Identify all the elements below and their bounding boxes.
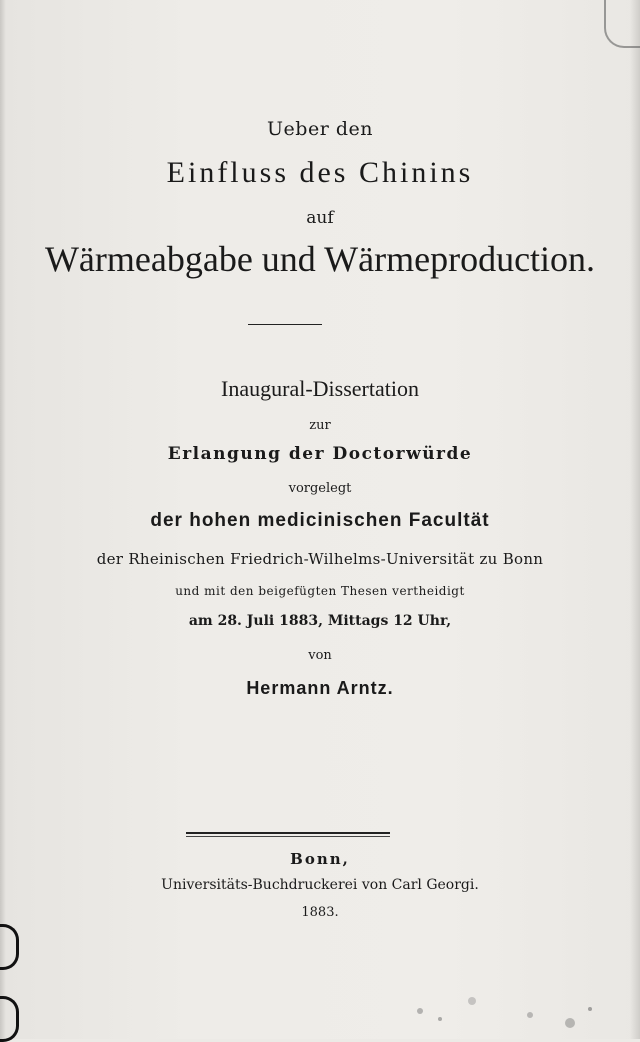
- margin-mark-lower: [0, 996, 19, 1042]
- doc-submitted: vorgelegt: [288, 481, 352, 496]
- page-stains: [380, 979, 620, 1039]
- doc-faculty: der hohen medicinischen Facultät: [150, 510, 490, 531]
- doc-university: der Rheinischen Friedrich-Wilhelms-Universität zu Bonn: [96, 550, 544, 568]
- title-topic: Wärmeabgabe und Wärmeproduction.: [44, 239, 596, 279]
- imprint-divider-thin: [186, 836, 390, 837]
- doc-zur: zur: [309, 418, 331, 433]
- imprint-year: 1883.: [301, 905, 339, 920]
- doc-date: am 28. Juli 1883, Mittags 12 Uhr,: [188, 613, 452, 629]
- doc-type: Inaugural-Dissertation: [221, 376, 419, 401]
- title-subject: Einfluss des Chinins: [166, 156, 474, 189]
- doc-purpose: Erlangung der Doctorwürde: [167, 444, 473, 464]
- author-name: Hermann Arntz.: [246, 678, 394, 698]
- doc-von: von: [308, 648, 332, 663]
- title-divider: [248, 324, 322, 325]
- title-intro: Ueber den: [267, 118, 373, 140]
- title-connector: auf: [306, 208, 334, 228]
- margin-mark-upper: [0, 924, 19, 970]
- corner-stain: [604, 0, 640, 48]
- imprint-printer: Universitäts-Buchdruckerei von Carl Georgi.: [161, 877, 479, 893]
- imprint-city: Bonn,: [290, 850, 350, 868]
- imprint-divider: [186, 832, 390, 834]
- doc-defense: und mit den beigefügten Thesen vertheidigt: [175, 584, 465, 598]
